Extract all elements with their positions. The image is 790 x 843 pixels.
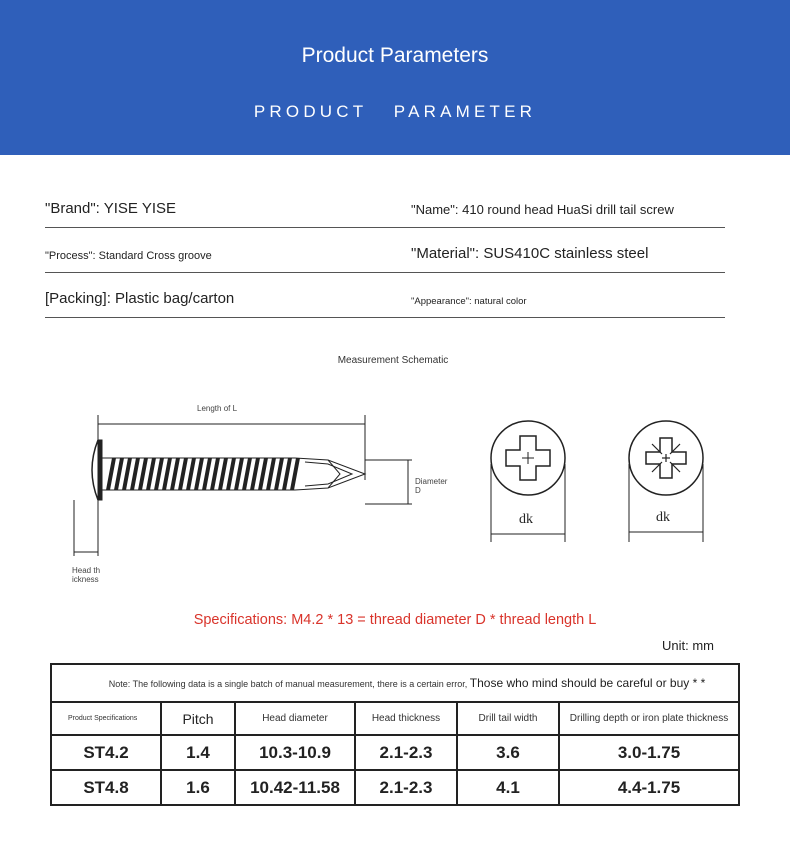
diameter-label: Diameter D [415,477,448,495]
thread-mark [202,458,212,490]
unit-label: Unit: mm [662,638,714,653]
param-row-3 [45,272,725,318]
thread-mark [170,458,180,490]
dk-right-label: dk [656,510,670,525]
header-drilling-depth: Drilling depth or iron plate thickness [559,702,739,735]
thread-mark [138,458,148,490]
cell-drill-tail-width: 4.1 [457,770,559,805]
thread-mark [162,458,172,490]
cell-pitch: 1.4 [161,735,235,770]
table-row [51,735,739,770]
dk-left-label: dk [519,512,533,527]
thread-mark [122,458,132,490]
param-process: "Process": Standard Cross groove [45,250,212,262]
param-packing: [Packing]: Plastic bag/carton [45,290,235,307]
param-name: "Name": 410 round head HuaSi drill tail screw [411,202,674,217]
param-material: "Material": SUS410C stainless steel [411,245,649,262]
thread-mark [282,458,292,490]
cell-drilling-depth: 3.0-1.75 [559,735,739,770]
cell-spec: ST4.8 [51,770,161,805]
thread-mark [250,458,260,490]
thread-mark [242,458,252,490]
schematic-title: Measurement Schematic [337,355,449,366]
cell-head-thickness: 2.1-2.3 [355,770,457,805]
thread-mark [266,458,276,490]
screw-side-diagram [60,400,440,590]
cell-head-thickness: 2.1-2.3 [355,735,457,770]
thread-mark [154,458,164,490]
header-drill-tail-width: Drill tail width [457,702,559,735]
thread-mark [194,458,204,490]
thread-mark [210,458,220,490]
cell-pitch: 1.6 [161,770,235,805]
cell-spec: ST4.2 [51,735,161,770]
specification-line: Specifications: M4.2 * 13 = thread diameter D * thread length L [193,612,597,628]
cell-drilling-depth: 4.4-1.75 [559,770,739,805]
thread-mark [178,458,188,490]
thread-mark [186,458,196,490]
thread-mark [218,458,228,490]
param-appearance: "Appearance": natural color [411,296,527,307]
thread-mark [106,458,116,490]
thread-mark [258,458,268,490]
note-emphasis: Those who mind should be careful or buy * * [469,676,706,690]
thread-mark [274,458,284,490]
length-label: Length of L [197,404,238,413]
page-title: Product Parameters [301,44,489,67]
param-row-2 [45,227,725,273]
table-row [51,770,739,805]
header-head-thickness: Head thickness [355,702,457,735]
thread-mark [130,458,140,490]
thread-mark [234,458,244,490]
thread-lines [106,458,300,490]
note-text: Note: The following data is a single batch of manual measurement, there is a certain error, [108,679,468,689]
header-head-diameter: Head diameter [235,702,355,735]
spec-table [50,663,740,806]
thread-mark [226,458,236,490]
thread-mark [114,458,124,490]
head-thickness-label: Head th ickness [72,566,101,584]
page-subtitle: PRODUCT PARAMETER [253,102,537,121]
thread-mark [146,458,156,490]
param-row-1 [45,182,725,228]
param-brand: "Brand": YISE YISE [45,200,177,217]
table-note [51,664,739,702]
cell-drill-tail-width: 3.6 [457,735,559,770]
table-header-row [51,702,739,735]
header-product-spec: Product Specifications [51,702,161,735]
cell-head-diameter: 10.3-10.9 [235,735,355,770]
thread-mark [290,458,300,490]
header-banner [0,0,790,155]
table-note-row [51,664,739,702]
cell-head-diameter: 10.42-11.58 [235,770,355,805]
header-pitch: Pitch [161,702,235,735]
